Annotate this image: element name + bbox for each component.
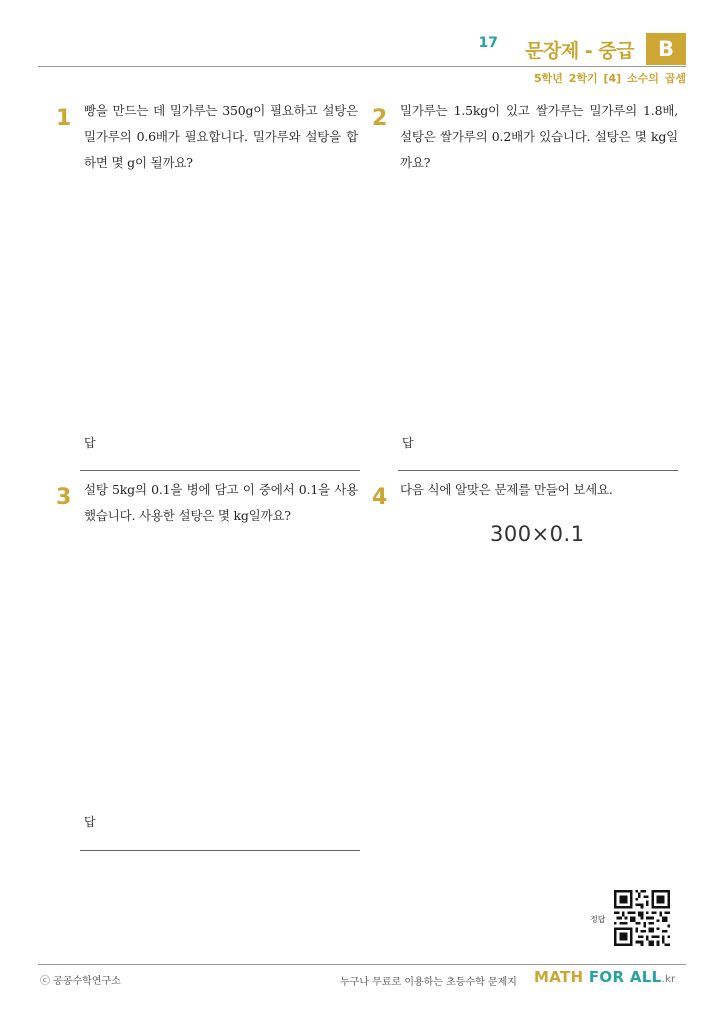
brand-kr: .kr	[661, 974, 676, 985]
header-divider	[38, 66, 686, 67]
level-badge: B	[646, 33, 686, 65]
footer-copyright: ⓒ 공공수학연구소	[40, 976, 121, 987]
problem-1-answer-label: 답	[84, 436, 96, 450]
worksheet-number: 17	[478, 35, 498, 51]
worksheet-title: 문장제 - 중급	[525, 40, 634, 62]
problem-4-expression: 300×0.1	[490, 522, 585, 546]
problem-1-number: 1	[56, 106, 72, 131]
problem-2-answer-label: 답	[402, 436, 414, 450]
problem-1-answer-line[interactable]	[80, 470, 360, 471]
problem-3-answer-label: 답	[84, 815, 96, 829]
problem-2-text: 밀가루는 1.5kg이 있고 쌀가루는 밀가루의 1.8배, 설탕은 쌀가루의 0.2배가 있습니다. 설탕은 몇 kg일까요?	[400, 103, 678, 170]
footer-brand-logo	[534, 968, 675, 986]
problem-4-number: 4	[372, 485, 388, 510]
problem-3-number: 3	[56, 485, 72, 510]
answer-qr-code-icon[interactable]	[614, 890, 670, 946]
brand-forall: FOR ALL	[588, 968, 662, 986]
qr-label: 정답	[590, 915, 606, 924]
problem-1-text: 빵을 만드는 데 밀가루는 350g이 필요하고 설탕은 밀가루의 0.6배가 필요합니다. 밀가루와 설탕을 합하면 몇 g이 될까요?	[84, 103, 358, 170]
problem-4-text: 다음 식에 알맞은 문제를 만들어 보세요.	[400, 482, 613, 497]
problem-2-number: 2	[372, 106, 388, 131]
brand-math: MATH	[534, 968, 584, 986]
problem-3-text: 설탕 5kg의 0.1을 병에 담고 이 중에서 0.1을 사용했습니다. 사용한 설탕은 몇 kg일까요?	[84, 482, 358, 523]
unit-subtitle: 5학년 2학기 [4] 소수의 곱셈	[534, 72, 686, 85]
problem-3-answer-line[interactable]	[80, 850, 360, 851]
page-header	[38, 28, 686, 88]
footer-tagline: 누구나 무료로 이용하는 초등수학 문제지	[340, 977, 517, 988]
footer-divider	[38, 964, 686, 965]
problem-2-answer-line[interactable]	[398, 470, 678, 471]
